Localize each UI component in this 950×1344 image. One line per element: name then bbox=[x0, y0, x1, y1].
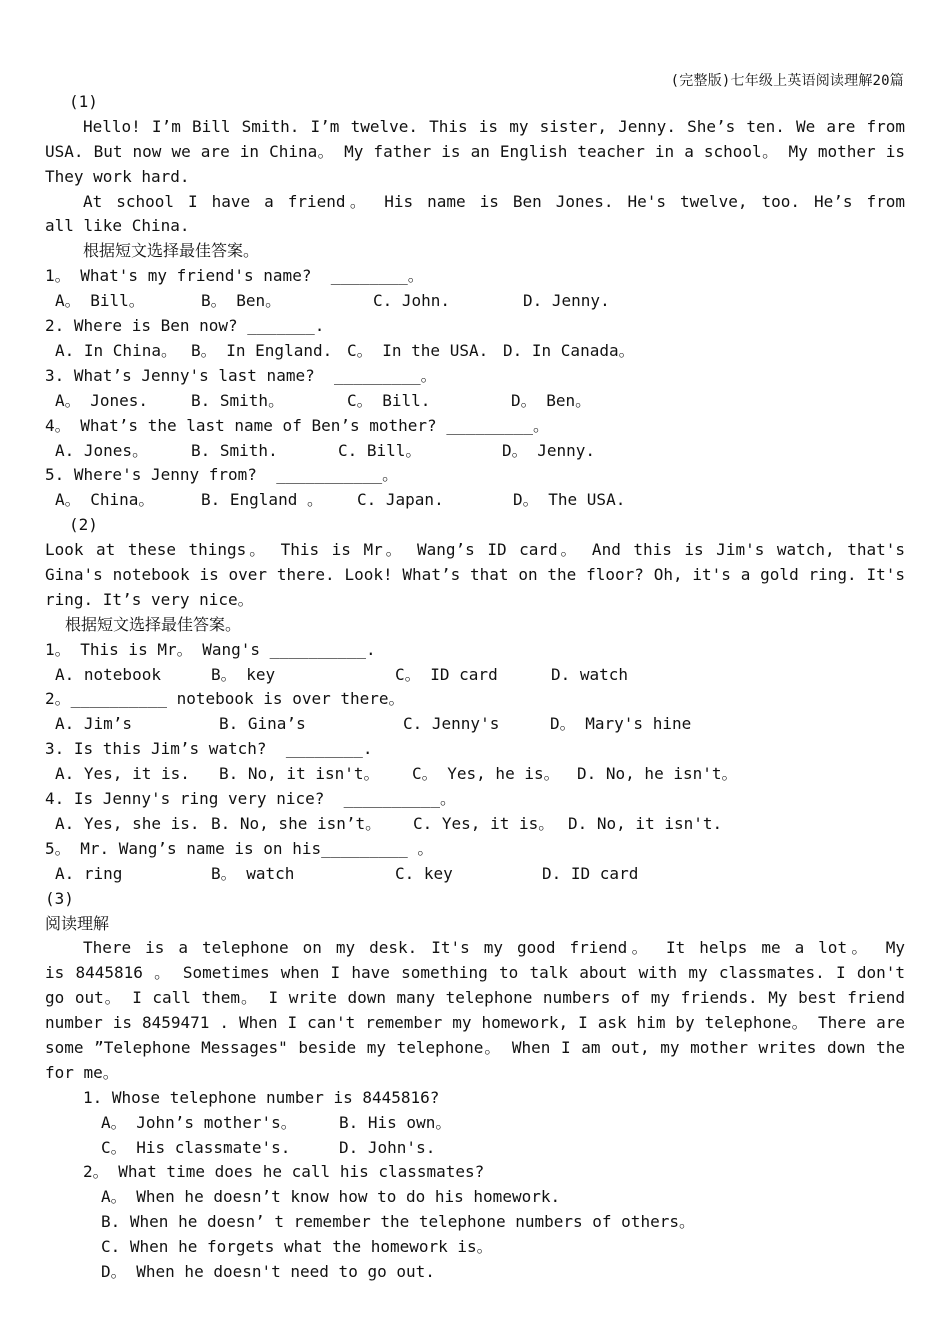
option: A。 China。 bbox=[55, 490, 155, 510]
s2-options bbox=[45, 812, 905, 837]
s3-title: 阅读理解 bbox=[45, 913, 110, 933]
option: B. Smith. bbox=[191, 440, 278, 460]
s3-passage-line: is 8445816 。 Sometimes when I have something to talk about with my classmates. I don't bbox=[45, 963, 905, 983]
s2-options bbox=[45, 762, 905, 787]
s2-options bbox=[45, 663, 905, 688]
section-2-label: (2) bbox=[69, 515, 98, 535]
s1-passage-line: They work hard. bbox=[45, 166, 190, 186]
option: B. When he doesn’ t remember the telephone numbers of others。 bbox=[101, 1212, 695, 1232]
option: D. watch bbox=[551, 664, 629, 684]
s2-question: 1。 This is Mr。 Wang's __________. bbox=[45, 639, 376, 659]
option: C. Jenny's bbox=[403, 714, 500, 734]
s3-options bbox=[45, 1111, 905, 1136]
option: D。 The USA. bbox=[513, 490, 626, 510]
s1-instruction: 根据短文选择最佳答案。 bbox=[83, 241, 260, 261]
s1-question: 4。 What’s the last name of Ben’s mother? _________。 bbox=[45, 415, 550, 435]
option: A。 Bill。 bbox=[55, 291, 145, 311]
option: B. England 。 bbox=[201, 490, 323, 510]
s3-passage-line: some ”Telephone Messages" beside my telephone。 When I am out, my mother writes down the bbox=[45, 1038, 905, 1057]
option: C。 In the USA. bbox=[347, 340, 489, 360]
option: D. ID card bbox=[542, 863, 639, 883]
option: A. notebook bbox=[55, 664, 161, 684]
s2-question: 2。__________ notebook is over there。 bbox=[45, 689, 405, 709]
s1-question: 5. Where's Jenny from? ___________。 bbox=[45, 465, 399, 485]
option: D。 Ben。 bbox=[511, 390, 592, 410]
section-1-label: (1) bbox=[69, 92, 98, 111]
s3-passage-line: number is 8459471 . When I can't remember my homework, I ask him by telephone。 There are bbox=[45, 1013, 905, 1033]
s3-options bbox=[45, 1136, 905, 1161]
s1-passage-line: At school I have a friend。 His name is Ben Jones. He's twelve, too. He’s from bbox=[83, 191, 905, 211]
option: D。 Mary's hine bbox=[550, 714, 692, 734]
s1-passage-line: all like China. bbox=[45, 216, 190, 236]
s1-passage-line: USA. But now we are in China。 My father is an English teacher in a school。 My mother is bbox=[45, 141, 905, 161]
option: C. key bbox=[395, 863, 453, 883]
option: C. John. bbox=[373, 291, 451, 311]
s2-passage-line: Gina's notebook is over there. Look! What’s that on the floor? Oh, it's a gold ring. It's bbox=[45, 565, 905, 584]
option: B. Gina’s bbox=[219, 714, 306, 734]
s1-options bbox=[45, 289, 905, 314]
s3-passage-line: for me。 bbox=[45, 1062, 119, 1082]
option: C. When he forgets what the homework is。 bbox=[101, 1237, 493, 1257]
s2-options bbox=[45, 862, 905, 887]
option: A. Yes, it is. bbox=[55, 764, 190, 784]
option: B。 watch bbox=[211, 863, 295, 883]
s2-question: 5。 Mr. Wang’s name is on his_________ 。 bbox=[45, 838, 434, 858]
option: C。 ID card bbox=[395, 664, 498, 684]
option: C。 Bill. bbox=[347, 390, 431, 410]
s3-passage-line: There is a telephone on my desk. It's my good friend。 It helps me a lot。 My bbox=[83, 938, 905, 958]
option: C. Bill。 bbox=[338, 440, 422, 460]
option: D. No, he isn't。 bbox=[577, 764, 738, 784]
option: B。 In England. bbox=[191, 340, 333, 360]
s2-instruction: 根据短文选择最佳答案。 bbox=[65, 614, 242, 634]
s1-question: 1。 What's my friend's name? ________。 bbox=[45, 266, 424, 286]
option: A. Yes, she is. bbox=[55, 813, 200, 833]
option: B. No, she isn’t。 bbox=[211, 813, 382, 833]
s2-question: 4. Is Jenny's ring very nice? __________。 bbox=[45, 789, 456, 809]
option: A。 Jones. bbox=[55, 390, 149, 410]
s2-passage-line: Look at these things。 This is Mr。 Wang’s ID card。 And this is Jim's watch, that's bbox=[45, 540, 905, 560]
option: B. His own。 bbox=[339, 1112, 452, 1132]
option: B. Smith。 bbox=[191, 390, 285, 410]
document-body bbox=[45, 90, 905, 1285]
document-header: (完整版)七年级上英语阅读理解20篇 bbox=[670, 73, 904, 89]
option: D. Jenny. bbox=[523, 291, 610, 311]
option: A. In China。 bbox=[55, 340, 177, 360]
option: D. In Canada。 bbox=[503, 340, 635, 360]
option: A. Jones。 bbox=[55, 440, 149, 460]
option: A。 When he doesn’t know how to do his homework. bbox=[101, 1187, 561, 1207]
option: D. No, it isn't. bbox=[568, 813, 723, 833]
option: B. No, it isn't。 bbox=[219, 764, 380, 784]
option: C。 His classmate's. bbox=[101, 1137, 291, 1157]
option: C. Yes, it is。 bbox=[413, 813, 555, 833]
option: D。 When he doesn't need to go out. bbox=[101, 1262, 435, 1282]
s3-passage-line: go out。 I call them。 I write down many telephone numbers of my friends. My best friend bbox=[45, 988, 905, 1008]
s1-options bbox=[45, 389, 905, 414]
s1-passage-line: Hello! I’m Bill Smith. I’m twelve. This is my sister, Jenny. She’s ten. We are from bbox=[83, 116, 905, 136]
option: D。 Jenny. bbox=[502, 440, 596, 460]
s2-question: 3. Is this Jim’s watch? ________. bbox=[45, 739, 373, 759]
s3-question: 2。 What time does he call his classmates? bbox=[83, 1162, 485, 1182]
option: B。 Ben。 bbox=[201, 291, 282, 311]
s1-question: 2. Where is Ben now? _______. bbox=[45, 316, 325, 336]
option: A. Jim’s bbox=[55, 714, 133, 734]
s1-question: 3. What’s Jenny's last name? _________。 bbox=[45, 365, 437, 385]
s2-passage-line: ring. It’s very nice。 bbox=[45, 589, 254, 609]
s3-question: 1. Whose telephone number is 8445816? bbox=[83, 1087, 440, 1107]
option: B。 key bbox=[211, 664, 276, 684]
section-3-label: (3) bbox=[45, 888, 74, 908]
option: D. John's. bbox=[339, 1137, 436, 1157]
option: A. ring bbox=[55, 863, 123, 883]
option: C. Japan. bbox=[357, 490, 444, 510]
s2-options bbox=[45, 712, 905, 737]
s1-options bbox=[45, 488, 905, 513]
s1-options bbox=[45, 439, 905, 464]
option: C。 Yes, he is。 bbox=[412, 764, 560, 784]
option: A。 John’s mother's。 bbox=[101, 1112, 297, 1132]
s1-options bbox=[45, 339, 905, 364]
